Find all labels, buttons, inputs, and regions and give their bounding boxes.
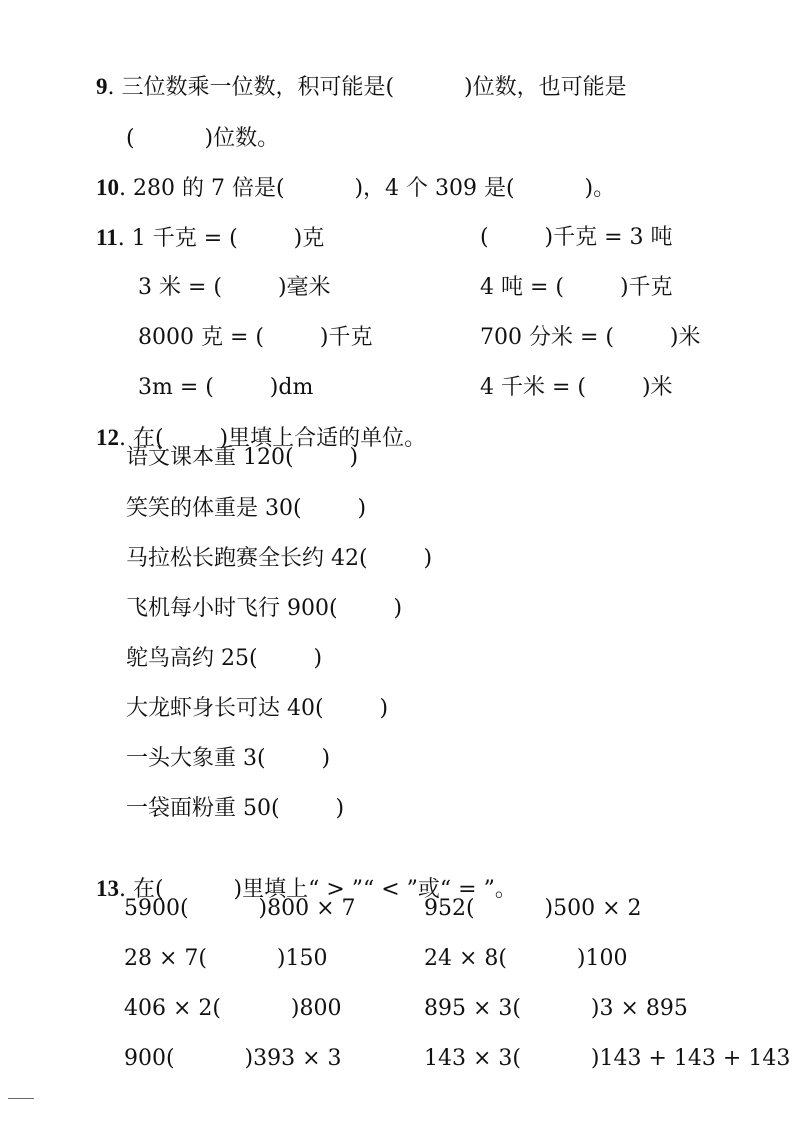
question-text: . 280 的 7 倍是( )，4 个 309 是( )。 xyxy=(119,176,616,201)
question-number: 13 xyxy=(96,876,119,901)
question-text: . 三位数乘一位数，积可能是( )位数，也可能是 xyxy=(107,75,627,100)
comparison-item: 143 × 3( )143 + 143 + 143 xyxy=(424,1046,791,1071)
unit-item: 马拉松长跑赛全长约 42( ) xyxy=(126,546,433,571)
unit-item: 一袋面粉重 50( ) xyxy=(126,796,345,821)
comparison-item: 895 × 3( )3 × 895 xyxy=(424,996,688,1021)
conversion-item: 4 吨 = ( )千克 xyxy=(480,275,673,300)
conversion-item: 700 分米 = ( )米 xyxy=(480,325,701,350)
page-edge-mark xyxy=(8,1098,34,1099)
comparison-item: 952( )500 × 2 xyxy=(424,896,642,921)
question-text: . 在( )里填上合适的单位。 xyxy=(119,426,427,451)
comparison-item: 24 × 8( )100 xyxy=(424,946,628,971)
comparison-item: 406 × 2( )800 xyxy=(124,996,342,1021)
question-11-row-4-right xyxy=(466,343,673,403)
unit-item: 鸵鸟高约 25( ) xyxy=(126,646,323,671)
unit-item: 笑笑的体重是 30( ) xyxy=(126,496,367,521)
unit-item: 语文课本重 120( ) xyxy=(126,445,359,470)
comparison-item: 28 × 7( )150 xyxy=(124,946,328,971)
question-text: ( )位数。 xyxy=(126,126,280,151)
unit-item: 一头大象重 3( ) xyxy=(126,746,331,771)
conversion-item: 3m = ( )dm xyxy=(138,375,314,400)
conversion-item: 4 千米 = ( )米 xyxy=(480,375,673,400)
question-number: 9 xyxy=(96,74,108,99)
unit-item: 飞机每小时飞行 900( ) xyxy=(126,596,403,621)
conversion-item: . 1 千克 = ( )克 xyxy=(117,226,325,251)
conversion-item: 3 米 = ( )毫米 xyxy=(138,275,331,300)
comparison-item: 900( )393 × 3 xyxy=(124,1046,342,1071)
question-text: . 在( )里填上“ > ”“ < ”或“ = ”。 xyxy=(119,877,517,902)
conversion-item: 8000 克 = ( )千克 xyxy=(138,325,373,350)
question-number: 12 xyxy=(96,425,119,450)
question-number: 11 xyxy=(96,225,118,250)
question-number: 10 xyxy=(96,175,119,200)
comparison-item: 5900( )800 × 7 xyxy=(124,896,356,921)
unit-item: 大龙虾身长可达 40( ) xyxy=(126,696,389,721)
conversion-item: ( )千克 = 3 吨 xyxy=(480,225,673,250)
